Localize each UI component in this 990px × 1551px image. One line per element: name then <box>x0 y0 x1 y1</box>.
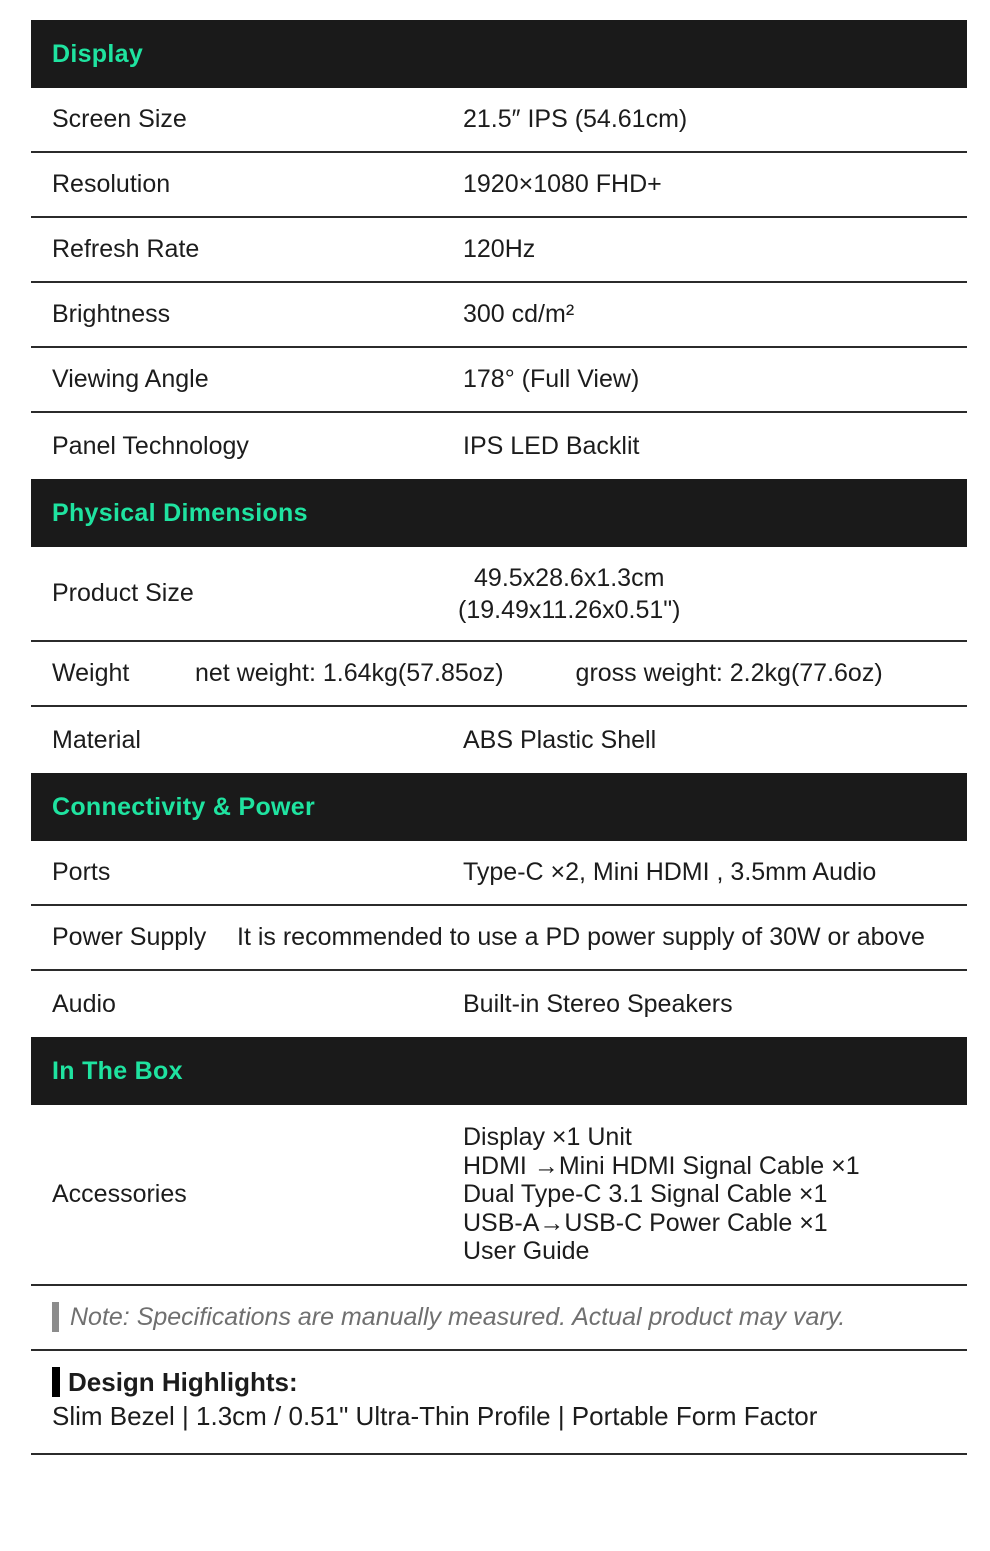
spec-value-multiline <box>458 562 680 626</box>
spec-row-accessories <box>31 1105 967 1286</box>
design-highlights-title: Design Highlights: <box>68 1366 298 1397</box>
spec-value: 1920×1080 FHD+ <box>463 170 662 198</box>
spec-label: Weight <box>52 659 130 687</box>
spec-value: 178° (Full View) <box>463 365 640 393</box>
spec-value: Type-C ×2, Mini HDMI , 3.5mm Audio <box>463 858 877 886</box>
note-marker-bar <box>52 1302 59 1332</box>
accessory-item: Display ×1 Unit <box>463 1123 632 1151</box>
spec-label: Refresh Rate <box>52 235 200 263</box>
spec-value: Built-in Stereo Speakers <box>463 989 733 1018</box>
spec-label: Power Supply <box>52 923 207 951</box>
section-title-connectivity-power: Connectivity & Power <box>52 792 315 821</box>
spec-row-resolution <box>31 153 967 218</box>
accessory-item: HDMI →Mini HDMI Signal Cable ×1 <box>463 1151 860 1180</box>
spec-label: Material <box>52 725 141 754</box>
spec-label: Ports <box>52 858 111 886</box>
spec-row-brightness <box>31 283 967 348</box>
spec-row-viewing-angle <box>31 348 967 413</box>
spec-value: 120Hz <box>463 235 536 263</box>
design-highlights <box>31 1351 967 1455</box>
section-header-in-the-box <box>31 1037 967 1105</box>
section-header-display <box>31 20 967 88</box>
spec-label: Brightness <box>52 300 171 328</box>
section-header-physical-dimensions <box>31 479 967 547</box>
section-title-display: Display <box>52 39 144 68</box>
spec-value: 300 cd/m² <box>463 300 575 328</box>
spec-label: Audio <box>52 989 116 1018</box>
design-highlights-title-line <box>31 1367 967 1398</box>
spec-label: Resolution <box>52 170 171 198</box>
section-title-in-the-box: In The Box <box>52 1056 183 1085</box>
spec-row-refresh-rate <box>31 218 967 283</box>
spec-label: Panel Technology <box>52 431 249 460</box>
note <box>31 1286 967 1351</box>
spec-row-audio <box>31 971 967 1037</box>
accessory-item: USB-A→USB-C Power Cable ×1 <box>463 1208 828 1237</box>
spec-label: Screen Size <box>52 105 187 133</box>
spec-value: ABS Plastic Shell <box>463 725 657 754</box>
spec-label: Viewing Angle <box>52 365 209 393</box>
spec-value: It is recommended to use a PD power supply of 30W or above <box>237 923 925 951</box>
spec-row-ports <box>31 841 967 906</box>
accessories-list <box>463 1123 860 1266</box>
accessory-item: Dual Type-C 3.1 Signal Cable ×1 <box>463 1180 828 1208</box>
highlight-marker-bar <box>52 1367 60 1397</box>
spec-sheet <box>31 20 967 1455</box>
note-text: Note: Specifications are manually measured. Actual product may vary. <box>70 1302 846 1331</box>
design-highlights-text: Slim Bezel | 1.3cm / 0.51" Ultra-Thin Profile | Portable Form Factor <box>52 1400 818 1431</box>
spec-label: Product Size <box>52 579 194 607</box>
spec-row-panel-technology <box>31 413 967 479</box>
net-weight-value: net weight: 1.64kg(57.85oz) <box>195 659 504 687</box>
spec-value: 21.5″ IPS (54.61cm) <box>463 105 688 133</box>
spec-label: Accessories <box>52 1179 187 1208</box>
section-header-connectivity-power <box>31 773 967 841</box>
spec-row-material <box>31 707 967 773</box>
product-size-metric: 49.5x28.6x1.3cm <box>474 563 665 592</box>
spec-value: IPS LED Backlit <box>463 431 640 460</box>
spec-row-power-supply <box>31 906 967 971</box>
spec-row-product-size <box>31 547 967 642</box>
spec-row-screen-size <box>31 88 967 153</box>
spec-row-weight <box>31 642 967 707</box>
gross-weight-value: gross weight: 2.2kg(77.6oz) <box>575 659 883 687</box>
section-title-physical-dimensions: Physical Dimensions <box>52 498 308 527</box>
product-size-imperial: (19.49x11.26x0.51") <box>458 595 681 624</box>
accessory-item: User Guide <box>463 1237 590 1265</box>
